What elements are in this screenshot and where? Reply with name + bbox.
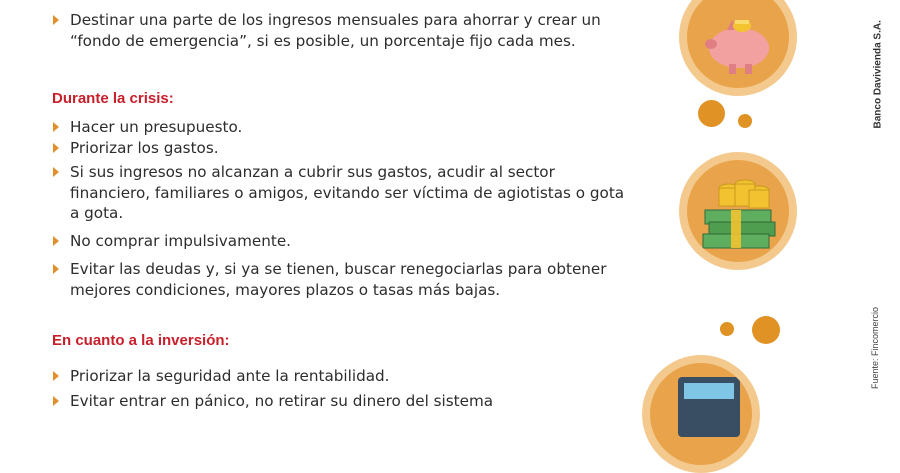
decorative-dot [698,100,725,127]
list-item: Si sus ingresos no alcanzan a cubrir sus gastos, acudir al sector financiero, familiares o amigos, evitando ser víctima de agiotistas o gota a gota. [52,162,630,224]
bullet-icon [53,396,59,406]
list-item: Priorizar la seguridad ante la rentabilidad. [52,366,630,387]
list-item: Hacer un presupuesto. [52,117,630,138]
list-item: No comprar impulsivamente. [52,231,630,252]
piggy-bank-illustration [679,0,797,96]
decorative-dot [752,316,780,344]
piggy-bank-icon [687,0,789,88]
calculator-illustration [642,355,760,473]
money-illustration [679,152,797,270]
bullet-icon [53,371,59,381]
list-item: Destinar una parte de los ingresos mensuales para ahorrar y crear un “fondo de emergencia”, si es posible, un porcentaje fijo cada mes. [52,10,630,51]
list-item: Priorizar los gastos. [52,138,630,159]
bullet-icon [53,143,59,153]
bank-credit: Banco Davivienda S.A. [872,20,884,129]
bullet-icon [53,236,59,246]
section-heading-crisis: Durante la crisis: [52,90,174,107]
bullet-icon [53,122,59,132]
decorative-dot [720,322,734,336]
section-heading-investment: En cuanto a la inversión: [52,332,230,349]
bullet-icon [53,167,59,177]
money-stack-icon [687,160,789,262]
list-item: Evitar las deudas y, si ya se tienen, buscar renegociarlas para obtener mejores condiciones, mayores plazos o tasas más bajas. [52,259,630,300]
list-item: Evitar entrar en pánico, no retirar su dinero del sistema [52,391,630,412]
bullet-icon [53,15,59,25]
calculator-icon [650,363,752,465]
decorative-dot [738,114,752,128]
bullet-icon [53,264,59,274]
source-credit: Fuente: Fincomercio [870,306,880,390]
